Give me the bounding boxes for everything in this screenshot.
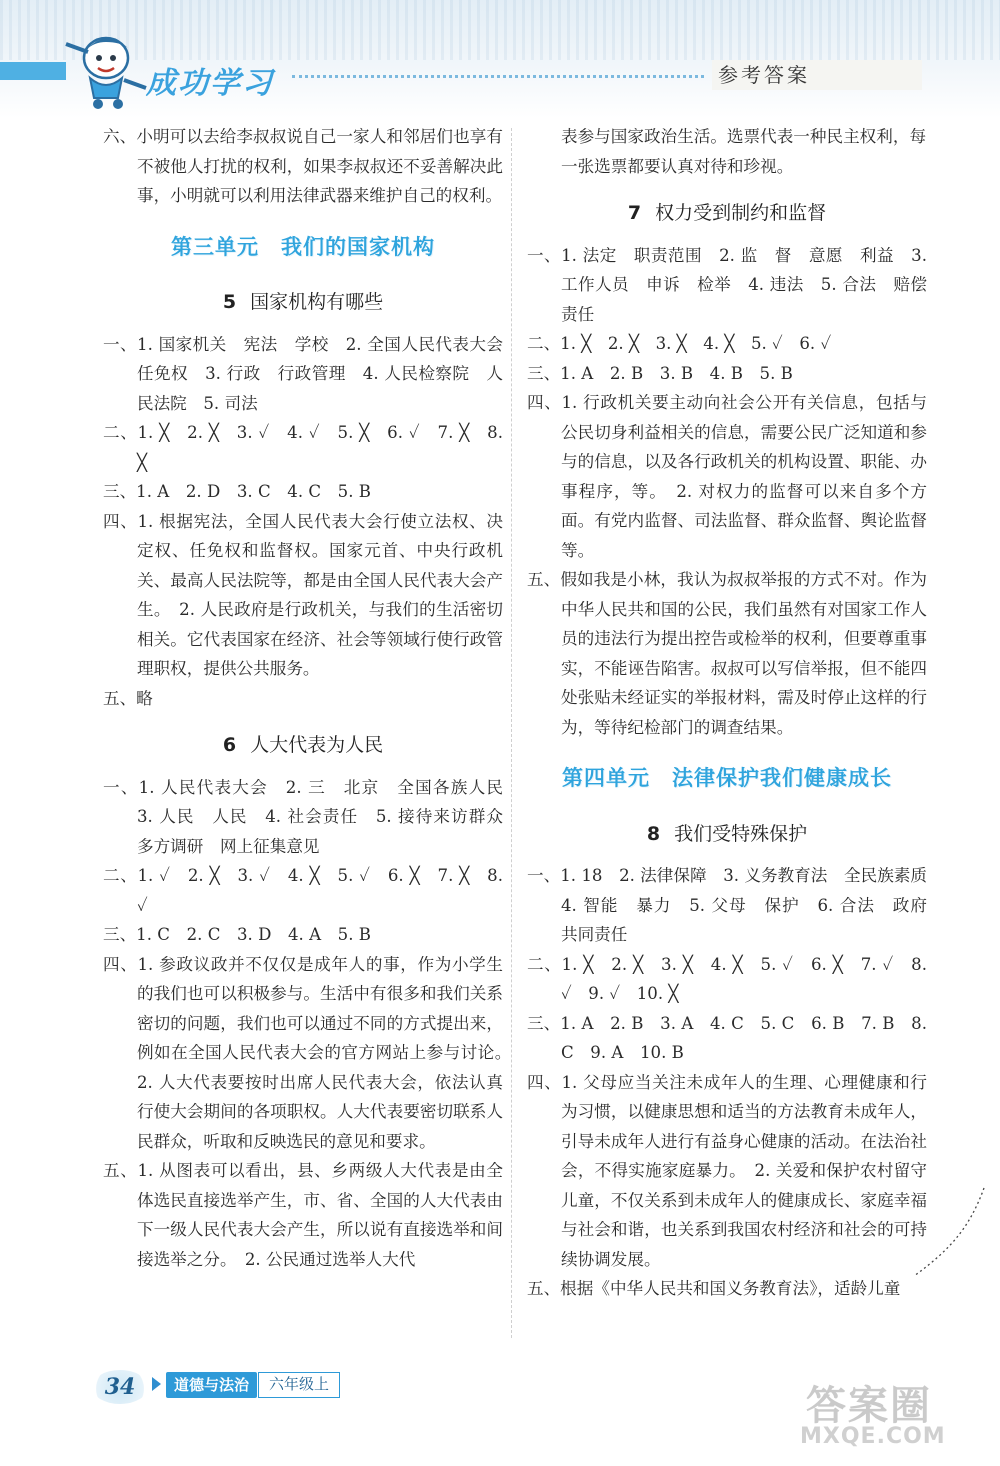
page-number: 34 [92, 1370, 148, 1404]
lesson-title: 国家机构有哪些 [250, 291, 384, 313]
mascot-icon [60, 22, 152, 112]
answer-paragraph: 一、1. 法定 职责范围 2. 监 督 意愿 利益 3. 工作人员 申诉 检举 4. 违法 5. 合法 赔偿责任 [527, 245, 927, 324]
answer-paragraph: 二、1. ╳ 2. ╳ 3. ╳ 4. ╳ 5. ✓ 6. ╳ 7. ✓ 8. ✓ 9. ✓ 10. ╳ [527, 954, 927, 1003]
right-column [527, 122, 944, 1304]
answer-paragraph: 四、1. 参政议政并不仅仅是成年人的事，作为小学生的我们也可以积极参与。生活中有很多和我们关系密切的问题，我们也可以通过不同的方式提出来，例如在全国人民代表大会的官方网站上参与讨论。 2. 人大代表要按时出席人民代表大会，依法认真行使大会期间的各项职权。人大代表要密切联系人民群众，听取和反映选民的意见和要求。 [103, 954, 520, 1151]
answer-paragraph: 一、1. 人民代表大会 2. 三 北京 全国各族人民 3. 人民 人民 4. 社会责任 5. 接待来访群众 多方调研 网上征集意见 [103, 777, 520, 856]
lesson-title: 人大代表为人民 [250, 734, 384, 756]
lesson-number: 5 [222, 291, 237, 313]
brand-title: 成功学习 [146, 66, 274, 101]
lesson-title: 我们受特殊保护 [674, 822, 808, 845]
answer-paragraph: 一、1. 国家机关 宪法 学校 2. 全国人民代表大会 任免权 3. 行政 行政管理 4. 人民检察院 人民法院 5. 司法 [103, 334, 520, 413]
answer-paragraph: 四、1. 根据宪法，全国人民代表大会行使立法权、决定权、任免权和监督权。国家元首、中央行政机关、最高人民法院等，都是由全国人民代表大会产生。 2. 人民政府是行政机关，与我们的生活密切相关。它代表国家在经济、社会等领域行使行政管理职权，提供公共服务。 [103, 511, 503, 678]
column-divider [511, 128, 512, 1338]
answer-paragraph: 二、1. ✓ 2. ╳ 3. ✓ 4. ╳ 5. ✓ 6. ╳ 7. ╳ 8. ✓ [103, 866, 503, 915]
lesson-heading [103, 731, 503, 761]
left-column [103, 122, 520, 1274]
lesson-number: 6 [222, 734, 237, 756]
lesson-heading [527, 199, 927, 229]
lesson-heading [103, 288, 503, 318]
unit-heading: 第三单元 我们的国家机构 [171, 234, 435, 259]
answer-paragraph: 表参与国家政治生活。选票代表一种民主权利，每一张选票都要认真对待和珍视。 [561, 127, 927, 176]
page-footer [92, 1366, 412, 1406]
pen-scribble [908, 1186, 988, 1278]
answer-paragraph: 三、1. A 2. D 3. C 4. C 5. B [103, 482, 371, 501]
answer-paragraph: 四、1. 父母应当关注未成年人的生理、心理健康和行为习惯，以健康思想和适当的方法教育未成年人，引导未成年人进行有益身心健康的活动。在法治社会，不得实施家庭暴力。 2. 关爱和保护农村留守儿童，不仅关系到未成年人的健康成长、家庭幸福与社会和谐，也关系到我国农村经济和社会的可持续协调发展。 [527, 1072, 927, 1269]
lesson-number: 8 [646, 822, 661, 845]
header-dotted-rule [292, 75, 704, 78]
grade-badge: 六年级上 [258, 1372, 340, 1398]
subject-badge: 道德与法治 [166, 1372, 257, 1398]
answer-paragraph: 三、1. C 2. C 3. D 4. A 5. B [103, 925, 371, 944]
answer-paragraph: 二、1. ╳ 2. ╳ 3. ✓ 4. ✓ 5. ╳ 6. ✓ 7. ╳ 8. ╳ [103, 423, 503, 472]
lesson-number: 7 [627, 202, 642, 224]
answer-paragraph: 五、略 [103, 688, 153, 708]
answer-paragraph: 五、根据《中华人民共和国义务教育法》，适龄儿童 [527, 1279, 901, 1298]
answer-paragraph: 一、1. 18 2. 法律保障 3. 义务教育法 全民族素质 4. 智能 暴力 5. 父母 保护 6. 合法 政府 共同责任 [527, 866, 944, 944]
lesson-title: 权力受到制约和监督 [655, 202, 827, 224]
answer-paragraph: 五、1. 从图表可以看出，县、乡两级人大代表是由全体选民直接选举产生，市、省、全国的人大代表由下一级人民代表大会产生，所以说有直接选举和间接选举之分。 2. 公民通过选举人大代 [103, 1161, 503, 1269]
answer-paragraph: 五、假如我是小林，我认为叔叔举报的方式不对。作为中华人民共和国的公民，我们虽然有对国家工作人员的违法行为提出控告或检举的权利，但要尊重事实，不能诬告陷害。叔叔可以写信举报，但不能四处张贴未经证实的举报材料，需及时停止这样的行为，等待纪检部门的调查结果。 [527, 570, 927, 737]
answer-paragraph: 六、小明可以去给李叔叔说自己一家人和邻居们也享有不被他人打扰的权利，如果李叔叔还不妥善解决此事，小明就可以利用法律武器来维护自己的权利。 [103, 127, 503, 205]
watermark-url: MXQE.COM [800, 1424, 946, 1449]
page-header [0, 0, 1000, 118]
answer-paragraph: 三、1. A 2. B 3. A 4. C 5. C 6. B 7. B 8. C 9. A 10. B [527, 1013, 927, 1062]
section-title: 参考答案 [712, 60, 922, 90]
watermark-logo: 答案圈 [806, 1383, 932, 1429]
header-accent-bar [0, 62, 66, 80]
answer-paragraph: 三、1. A 2. B 3. B 4. B 5. B [527, 363, 793, 383]
answer-paragraph: 二、1. ╳ 2. ╳ 3. ╳ 4. ╳ 5. ✓ 6. ✓ [527, 334, 832, 353]
unit-heading: 第四单元 法律保护我们健康成长 [562, 766, 892, 790]
lesson-heading [527, 820, 927, 850]
arrow-right-icon [152, 1377, 161, 1391]
answer-paragraph: 四、1. 行政机关要主动向社会公开有关信息，包括与公民切身利益相关的信息，需要公民广泛知道和参与的信息，以及各行政机关的机构设置、职能、办事程序，等。 2. 对权力的监督可以来自多个方面。有党内监督、司法监督、群众监督、舆论监督等。 [527, 393, 927, 560]
